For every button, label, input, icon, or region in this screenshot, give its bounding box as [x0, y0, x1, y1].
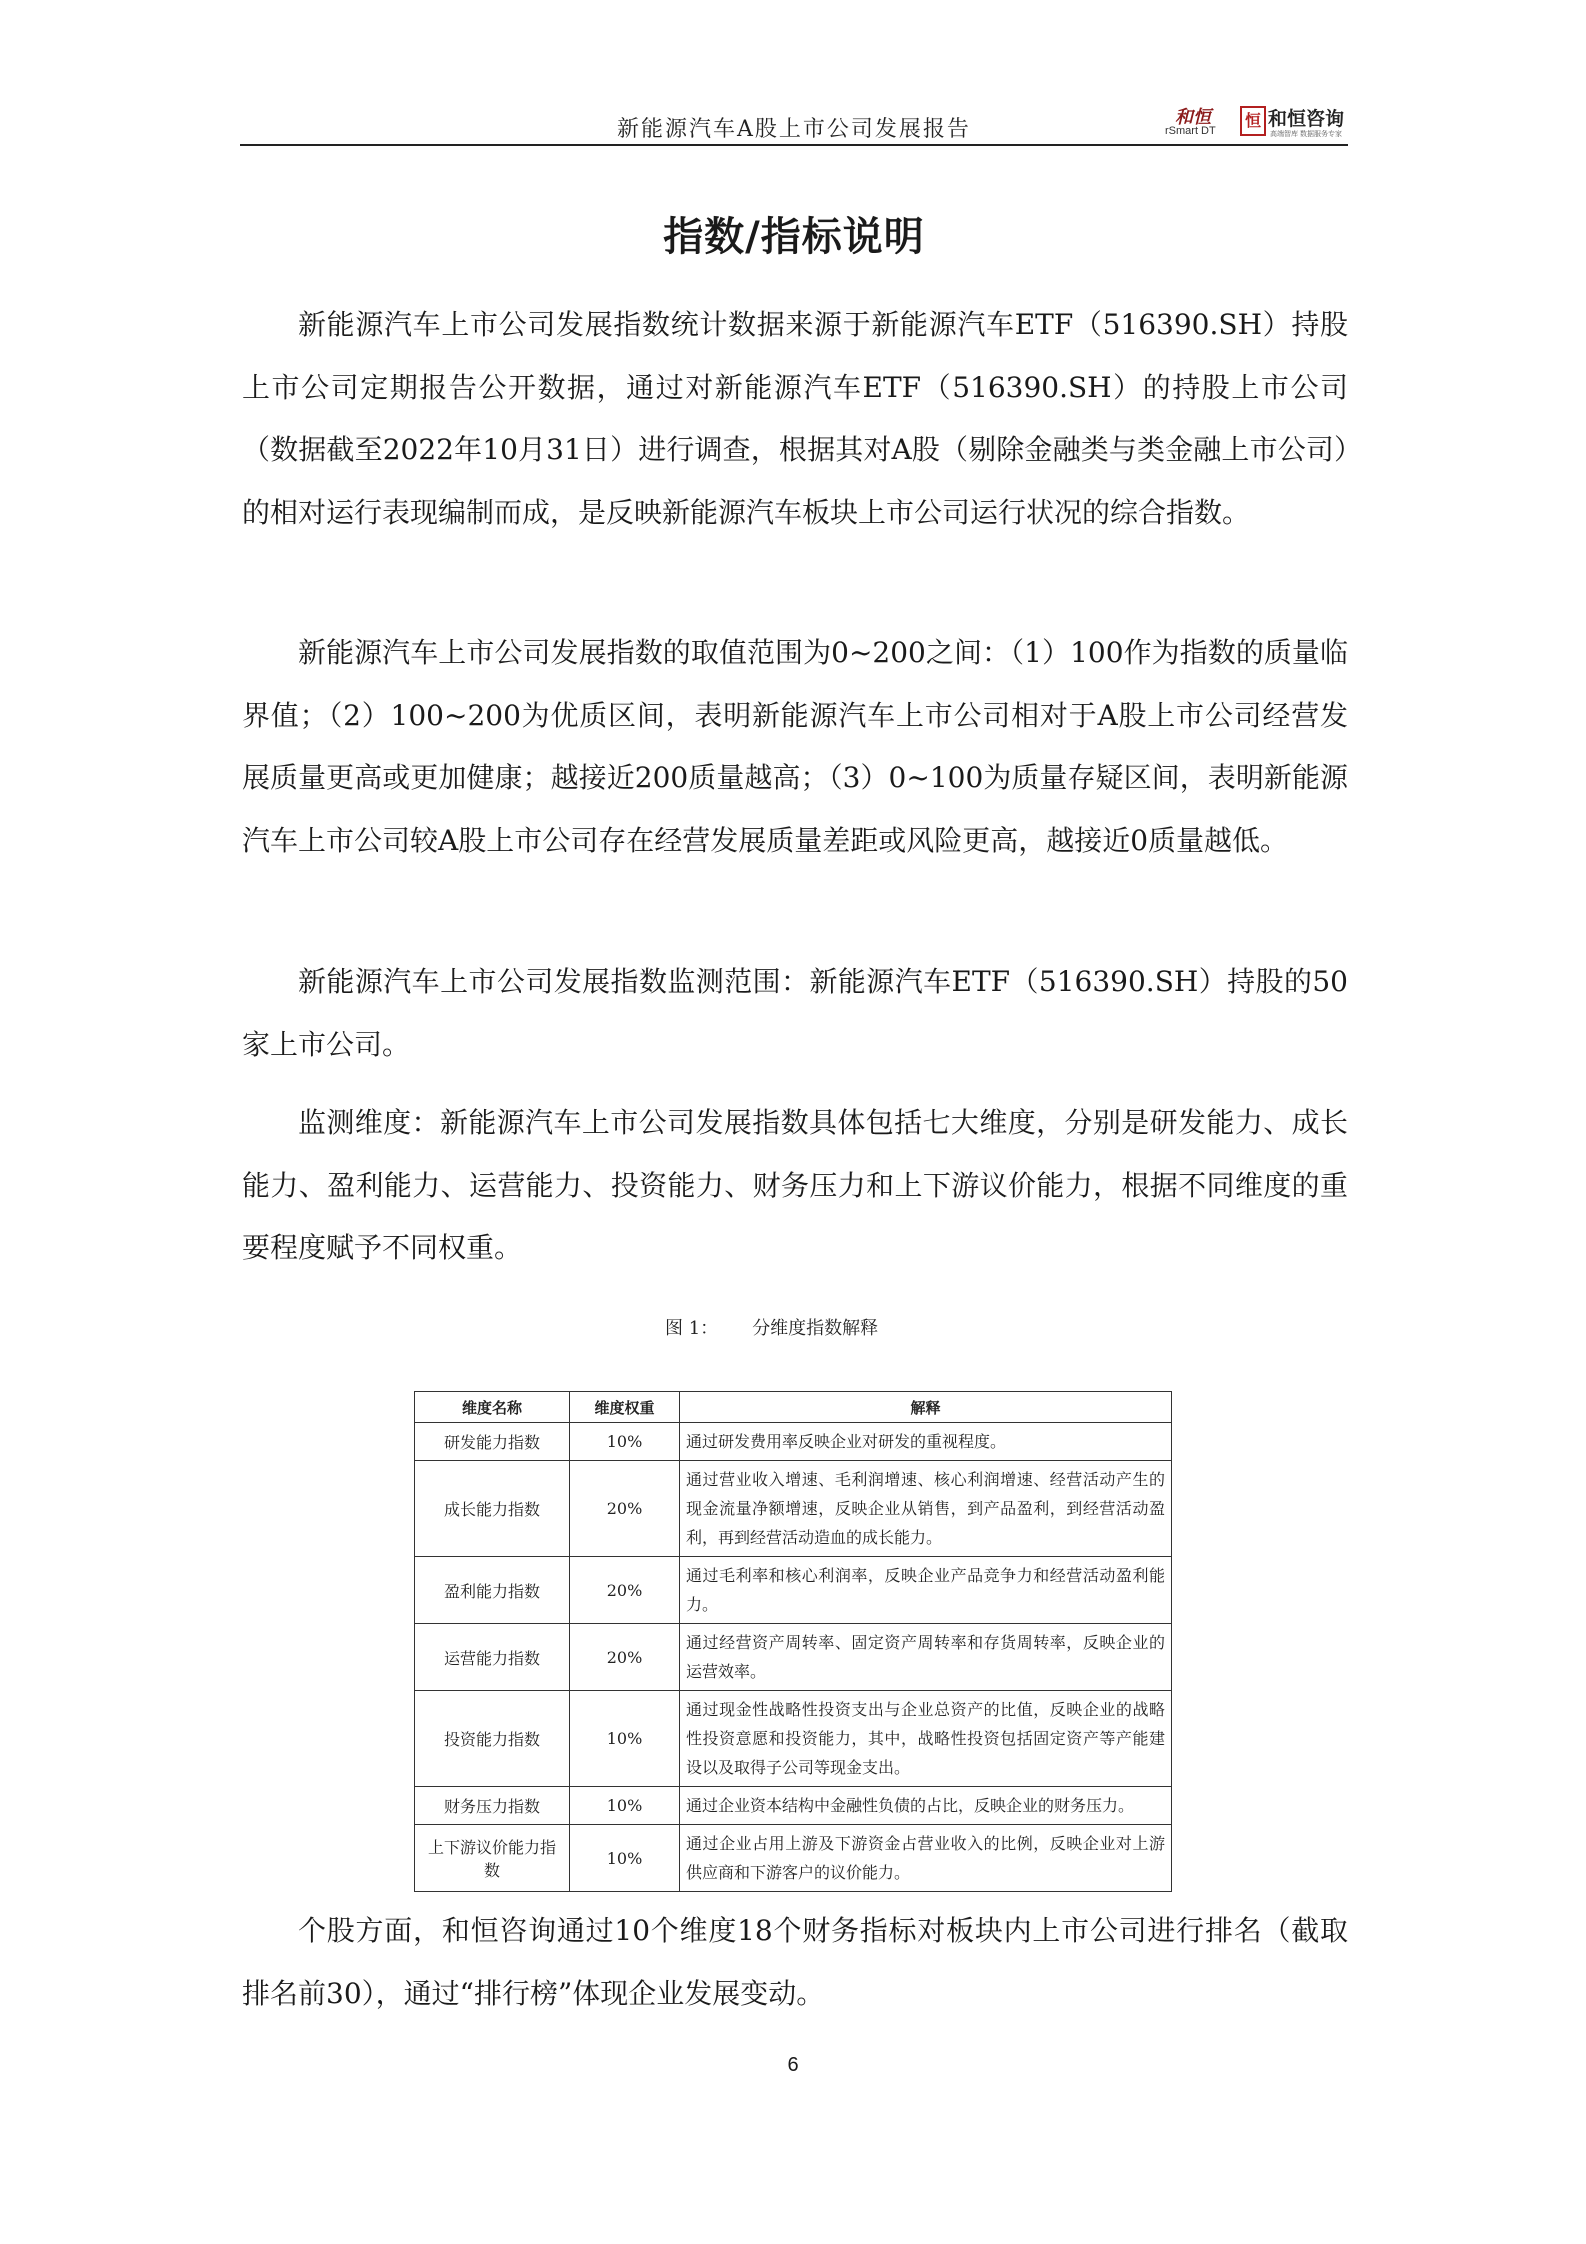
paragraph-monitoring-scope: 新能源汽车上市公司发展指数监测范围：新能源汽车ETF（516390.SH）持股的50家上市公司。	[242, 965, 1348, 1061]
dimension-weight: 10%	[570, 1825, 680, 1892]
logo-sub-text: rSmart DT	[1165, 125, 1216, 137]
header-explanation: 解释	[680, 1392, 1172, 1423]
table-row	[415, 1691, 1172, 1787]
table-row	[415, 1423, 1172, 1461]
header-divider	[240, 144, 1348, 146]
paragraph-value-range: 新能源汽车上市公司发展指数的取值范围为0~200之间：（1）100作为指数的质量临界值；（2）100~200为优质区间，表明新能源汽车上市公司相对于A股上市公司经营发展质量更高或更加健康；越接近200质量越高；（3）0~100为质量存疑区间，表明新能源汽车上市公司较A股上市公司存在经营发展质量差距或风险更高，越接近0质量越低。	[242, 636, 1348, 857]
paragraph-data-source: 新能源汽车上市公司发展指数统计数据来源于新能源汽车ETF（516390.SH）持股上市公司定期报告公开数据，通过对新能源汽车ETF（516390.SH）的持股上市公司（数据截至2022年10月31日）进行调查，根据其对A股（剔除金融类与类金融上市公司）的相对运行表现编制而成，是反映新能源汽车板块上市公司运行状况的综合指数。	[242, 308, 1348, 529]
dimension-name: 财务压力指数	[415, 1787, 570, 1825]
dimension-weight: 10%	[570, 1787, 680, 1825]
dimension-explanation: 通过现金性战略性投资支出与企业总资产的比值，反映企业的战略性投资意愿和投资能力，其中，战略性投资包括固定资产等产能建设以及取得子公司等现金支出。	[680, 1691, 1172, 1787]
dimension-weight: 20%	[570, 1461, 680, 1557]
dimension-name: 上下游议价能力指数	[415, 1825, 570, 1892]
figure-caption	[665, 1314, 878, 1340]
header-title: 新能源汽车A股上市公司发展报告	[617, 117, 971, 142]
dimension-weight: 20%	[570, 1624, 680, 1691]
table-row	[415, 1624, 1172, 1691]
dimension-weight: 10%	[570, 1691, 680, 1787]
seal-icon: 恒	[1240, 106, 1266, 136]
dimension-explanation: 通过企业占用上游及下游资金占营业收入的比例，反映企业对上游供应商和下游客户的议价能力。	[680, 1825, 1172, 1892]
paragraph-monitoring-dimensions: 监测维度：新能源汽车上市公司发展指数具体包括七大维度，分别是研发能力、成长能力、盈利能力、运营能力、投资能力、财务压力和上下游议价能力，根据不同维度的重要程度赋予不同权重。	[242, 1106, 1348, 1264]
page-header	[240, 98, 1348, 146]
table-row	[415, 1825, 1172, 1892]
table-row	[415, 1461, 1172, 1557]
dimension-name: 成长能力指数	[415, 1461, 570, 1557]
heheng-consulting-logo	[1240, 102, 1348, 140]
figure-label: 图 1：	[665, 1318, 719, 1339]
table-row	[415, 1557, 1172, 1624]
dimension-name: 投资能力指数	[415, 1691, 570, 1787]
header-dimension-name: 维度名称	[415, 1392, 570, 1423]
logo-tagline: 高端智库 数据服务专家	[1270, 131, 1342, 138]
figure-description: 分维度指数解释	[752, 1318, 879, 1339]
dimension-name: 研发能力指数	[415, 1423, 570, 1461]
dimension-weight: 10%	[570, 1423, 680, 1461]
logo-brand-text: 和恒	[1175, 107, 1211, 128]
dimension-index-table	[414, 1391, 1172, 1892]
dimension-explanation: 通过研发费用率反映企业对研发的重视程度。	[680, 1423, 1172, 1461]
header-dimension-weight: 维度权重	[570, 1392, 680, 1423]
paragraph-stock-ranking: 个股方面，和恒咨询通过10个维度18个财务指标对板块内上市公司进行排名（截取排名前30），通过“排行榜”体现企业发展变动。	[242, 1914, 1348, 2010]
dimension-explanation: 通过营业收入增速、毛利润增速、核心利润增速、经营活动产生的现金流量净额增速，反映企业从销售，到产品盈利，到经营活动盈利，再到经营活动造血的成长能力。	[680, 1461, 1172, 1557]
table-header-row	[415, 1392, 1172, 1423]
dimension-explanation: 通过毛利率和核心利润率，反映企业产品竞争力和经营活动盈利能力。	[680, 1557, 1172, 1624]
dimension-explanation: 通过企业资本结构中金融性负债的占比，反映企业的财务压力。	[680, 1787, 1172, 1825]
table-row	[415, 1787, 1172, 1825]
dimension-name: 运营能力指数	[415, 1624, 570, 1691]
rsmart-logo	[1165, 103, 1245, 139]
page-number: 6	[787, 2054, 799, 2076]
dimension-name: 盈利能力指数	[415, 1557, 570, 1624]
dimension-weight: 20%	[570, 1557, 680, 1624]
page-title: 指数/指标说明	[663, 214, 925, 260]
dimension-explanation: 通过经营资产周转率、固定资产周转率和存货周转率，反映企业的运营效率。	[680, 1624, 1172, 1691]
logo-name-text: 和恒咨询	[1268, 108, 1345, 130]
